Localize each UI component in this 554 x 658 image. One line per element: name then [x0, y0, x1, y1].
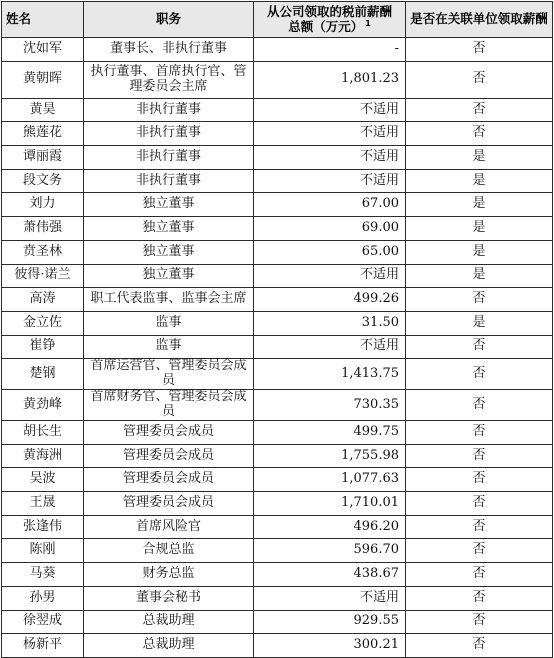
- cell-position: 财务总监: [84, 563, 254, 587]
- cell-position: 职工代表监事、监事会主席: [84, 288, 254, 312]
- table-row: [2, 217, 553, 241]
- cell-salary: 不适用: [254, 264, 406, 288]
- header-salary-line1: 从公司领取的税前薪酬: [266, 3, 392, 19]
- table-row: [2, 240, 553, 264]
- cell-name: 段文务: [2, 169, 84, 193]
- cell-name: 黄昊: [2, 98, 84, 122]
- table-row: [2, 359, 553, 390]
- cell-salary: 不适用: [254, 335, 406, 359]
- cell-name: 楚钢: [2, 359, 84, 390]
- cell-position: 独立董事: [84, 240, 254, 264]
- cell-name: 彼得·诺兰: [2, 264, 84, 288]
- cell-salary: 1,077.63: [254, 468, 406, 492]
- cell-related: 否: [406, 515, 553, 539]
- cell-position: 监事: [84, 311, 254, 335]
- cell-name: 孙男: [2, 586, 84, 610]
- table-row: [2, 264, 553, 288]
- cell-related: 否: [406, 563, 553, 587]
- cell-salary: -: [254, 38, 406, 62]
- cell-related: 是: [406, 217, 553, 241]
- compensation-table: [1, 1, 553, 658]
- cell-position: 首席运营官、管理委员会成员: [84, 359, 254, 390]
- cell-position: 独立董事: [84, 217, 254, 241]
- cell-salary: 730.35: [254, 390, 406, 421]
- header-related: 是否在关联单位领取薪酬: [406, 2, 553, 38]
- table-row: [2, 335, 553, 359]
- table-row: [2, 468, 553, 492]
- cell-position: 非执行董事: [84, 122, 254, 146]
- table-row: [2, 634, 553, 658]
- cell-salary: 596.70: [254, 539, 406, 563]
- cell-name: 徐翌成: [2, 610, 84, 634]
- table-row: [2, 146, 553, 170]
- cell-related: 否: [406, 444, 553, 468]
- cell-salary: 496.20: [254, 515, 406, 539]
- cell-name: 高涛: [2, 288, 84, 312]
- cell-related: 否: [406, 288, 553, 312]
- table-row: [2, 539, 553, 563]
- cell-related: 否: [406, 122, 553, 146]
- cell-position: 非执行董事: [84, 169, 254, 193]
- cell-position: 董事会秘书: [84, 586, 254, 610]
- cell-related: 否: [406, 38, 553, 62]
- cell-name: 胡长生: [2, 421, 84, 445]
- table-row: [2, 492, 553, 516]
- cell-name: 黄劲峰: [2, 390, 84, 421]
- cell-name: 黄朝晖: [2, 61, 84, 98]
- cell-name: 崔铮: [2, 335, 84, 359]
- cell-position: 非执行董事: [84, 98, 254, 122]
- cell-name: 谭丽霞: [2, 146, 84, 170]
- cell-related: 否: [406, 421, 553, 445]
- cell-position: 监事: [84, 335, 254, 359]
- cell-salary: 1,710.01: [254, 492, 406, 516]
- header-salary-line2: 总额（万元）: [288, 19, 364, 35]
- cell-position: 总裁助理: [84, 634, 254, 658]
- cell-position: 执行董事、首席执行官、管理委员会主席: [84, 61, 254, 98]
- table-header: [2, 2, 553, 38]
- cell-related: 否: [406, 610, 553, 634]
- cell-position: 总裁助理: [84, 610, 254, 634]
- cell-related: 否: [406, 492, 553, 516]
- table-row: [2, 610, 553, 634]
- cell-salary: 1,755.98: [254, 444, 406, 468]
- cell-related: 是: [406, 169, 553, 193]
- table-row: [2, 563, 553, 587]
- cell-related: 是: [406, 311, 553, 335]
- table-row: [2, 444, 553, 468]
- cell-position: 管理委员会成员: [84, 492, 254, 516]
- cell-position: 董事长、非执行董事: [84, 38, 254, 62]
- cell-name: 熊莲花: [2, 122, 84, 146]
- cell-salary: 1,413.75: [254, 359, 406, 390]
- cell-name: 沈如军: [2, 38, 84, 62]
- table-body: [2, 38, 553, 658]
- cell-salary: 67.00: [254, 193, 406, 217]
- cell-salary: 499.26: [254, 288, 406, 312]
- table-row: [2, 421, 553, 445]
- cell-salary: 69.00: [254, 217, 406, 241]
- cell-position: 独立董事: [84, 193, 254, 217]
- cell-salary: 438.67: [254, 563, 406, 587]
- cell-name: 刘力: [2, 193, 84, 217]
- table-row: [2, 311, 553, 335]
- table-row: [2, 586, 553, 610]
- table-row: [2, 390, 553, 421]
- cell-related: 否: [406, 468, 553, 492]
- cell-salary: 不适用: [254, 586, 406, 610]
- cell-position: 首席风险官: [84, 515, 254, 539]
- cell-salary: 不适用: [254, 146, 406, 170]
- table-row: [2, 515, 553, 539]
- cell-position: 管理委员会成员: [84, 468, 254, 492]
- cell-salary: 不适用: [254, 98, 406, 122]
- cell-related: 否: [406, 359, 553, 390]
- cell-salary: 不适用: [254, 122, 406, 146]
- cell-salary: 499.75: [254, 421, 406, 445]
- cell-position: 独立董事: [84, 264, 254, 288]
- cell-name: 贲圣林: [2, 240, 84, 264]
- table-row: [2, 193, 553, 217]
- table-row: [2, 98, 553, 122]
- cell-related: 否: [406, 539, 553, 563]
- header-row: [2, 2, 553, 38]
- cell-related: 是: [406, 193, 553, 217]
- cell-related: 否: [406, 586, 553, 610]
- cell-name: 王晟: [2, 492, 84, 516]
- cell-related: 是: [406, 240, 553, 264]
- cell-name: 陈刚: [2, 539, 84, 563]
- header-name: 姓名: [2, 2, 84, 38]
- cell-name: 黄海洲: [2, 444, 84, 468]
- cell-related: 是: [406, 146, 553, 170]
- cell-name: 马葵: [2, 563, 84, 587]
- cell-salary: 65.00: [254, 240, 406, 264]
- cell-salary: 31.50: [254, 311, 406, 335]
- header-position: 职务: [84, 2, 254, 38]
- cell-name: 萧伟强: [2, 217, 84, 241]
- cell-related: 否: [406, 98, 553, 122]
- cell-position: 管理委员会成员: [84, 444, 254, 468]
- cell-related: 否: [406, 634, 553, 658]
- cell-position: 管理委员会成员: [84, 421, 254, 445]
- cell-position: 非执行董事: [84, 146, 254, 170]
- table-row: [2, 122, 553, 146]
- cell-name: 张逢伟: [2, 515, 84, 539]
- cell-salary: 300.21: [254, 634, 406, 658]
- cell-position: 合规总监: [84, 539, 254, 563]
- cell-salary: 不适用: [254, 169, 406, 193]
- cell-related: 是: [406, 264, 553, 288]
- table-row: [2, 288, 553, 312]
- cell-salary: 1,801.23: [254, 61, 406, 98]
- cell-related: 否: [406, 61, 553, 98]
- header-salary-footnote: 1: [365, 18, 371, 28]
- cell-name: 杨新平: [2, 634, 84, 658]
- cell-name: 金立佐: [2, 311, 84, 335]
- cell-related: 否: [406, 390, 553, 421]
- cell-salary: 929.55: [254, 610, 406, 634]
- table-row: [2, 61, 553, 98]
- table-row: [2, 38, 553, 62]
- header-salary: [254, 2, 406, 38]
- cell-position: 首席财务官、管理委员会成员: [84, 390, 254, 421]
- table-row: [2, 169, 553, 193]
- cell-related: 否: [406, 335, 553, 359]
- cell-name: 吴波: [2, 468, 84, 492]
